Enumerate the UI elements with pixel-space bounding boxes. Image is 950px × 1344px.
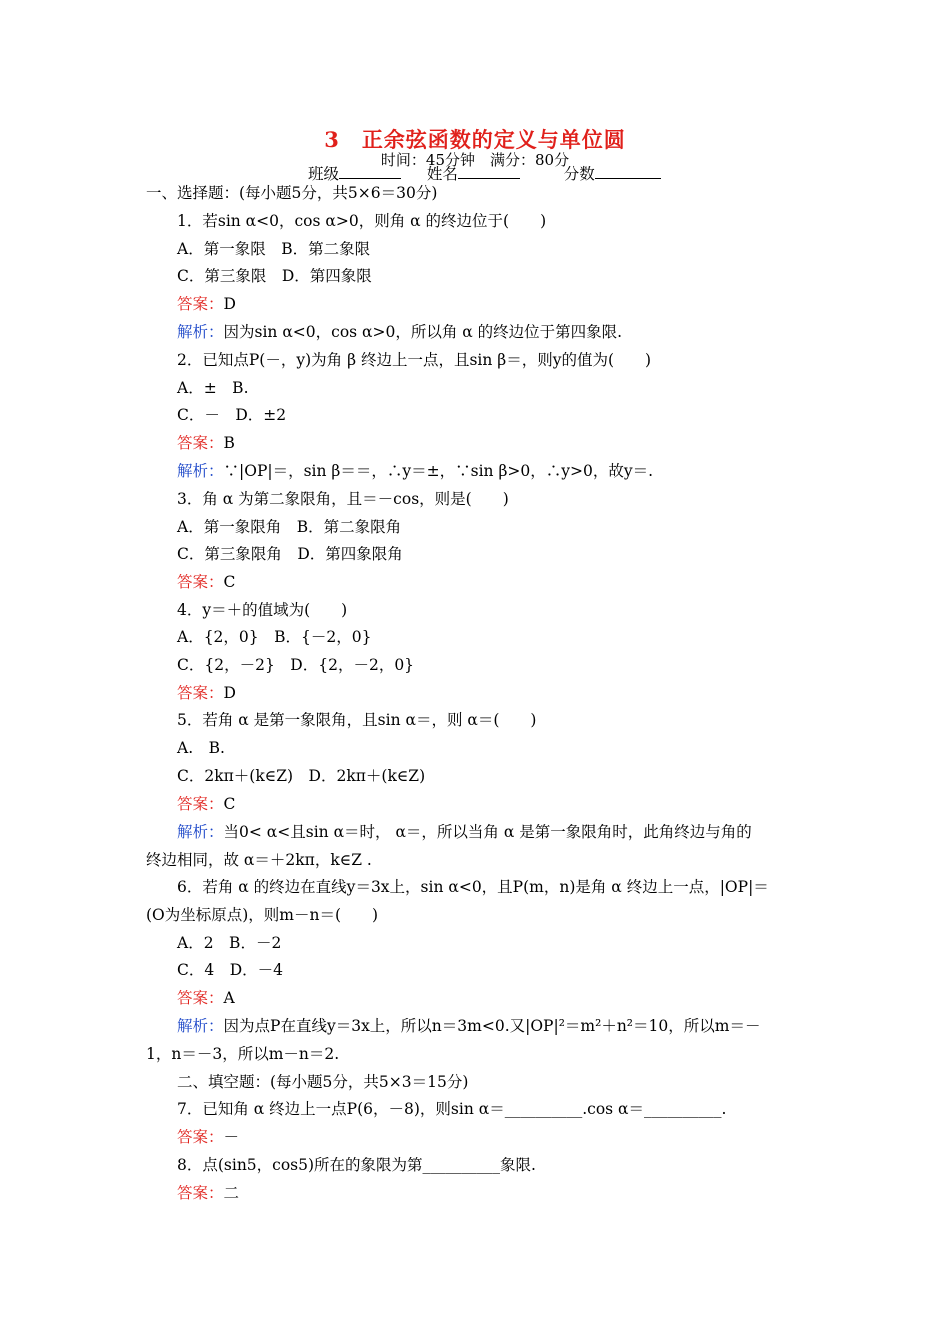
line-text: 6．若角 α 的终边在直线y＝3x上，sin α<0，且P(m，n)是角 α 终边上一点，|OP|＝ bbox=[177, 878, 769, 896]
line-text: C．{2，－2} D．{2，－2，0} bbox=[177, 656, 415, 674]
line-text: A．± B. bbox=[177, 379, 249, 397]
explanation-line bbox=[177, 322, 622, 342]
text-line bbox=[177, 1072, 468, 1092]
text-line bbox=[146, 905, 378, 925]
line-text: 3．角 α 为第二象限角，且＝－cos，则是( ) bbox=[177, 490, 509, 508]
line-text: A．2 B．－2 bbox=[177, 934, 282, 952]
text-line bbox=[177, 877, 769, 897]
answer-line bbox=[177, 433, 235, 453]
line-text: A. B. bbox=[177, 739, 225, 757]
text-line bbox=[177, 655, 414, 675]
line-text: C．第三象限角 D．第四象限角 bbox=[177, 545, 403, 563]
line-text: 5．若角 α 是第一象限角，且sin α＝，则 α＝( ) bbox=[177, 711, 537, 729]
text-line bbox=[177, 378, 249, 398]
score-blank bbox=[595, 164, 661, 179]
class-blank bbox=[339, 164, 401, 179]
line-text: C．第三象限 D．第四象限 bbox=[177, 267, 372, 285]
text-line bbox=[177, 544, 403, 564]
line-text: (O为坐标原点)，则m－n＝( ) bbox=[146, 906, 379, 924]
time-score-line: 时间：45分钟 满分：80分 bbox=[380, 151, 570, 169]
text-line bbox=[177, 933, 281, 953]
text-line bbox=[177, 1099, 726, 1119]
line-text: 1．若sin α<0，cos α>0，则角 α 的终边位于( ) bbox=[177, 212, 547, 230]
answer-line bbox=[177, 294, 236, 314]
answer-label: 答案： bbox=[177, 573, 224, 591]
text-line bbox=[177, 1155, 536, 1175]
line-text: A．{2，0} B．{－2，0} bbox=[177, 628, 372, 646]
line-text: 当0< α<且sin α＝时， α＝，所以当角 α 是第一象限角时，此角终边与角的 bbox=[223, 823, 752, 841]
text-line bbox=[177, 710, 536, 730]
line-text: A．第一象限角 B．第二象限角 bbox=[177, 518, 402, 536]
text-line bbox=[177, 600, 347, 620]
text-line bbox=[177, 738, 225, 758]
line-text: C bbox=[223, 795, 236, 813]
text-line bbox=[177, 211, 546, 231]
line-text: A bbox=[223, 989, 235, 1007]
line-text: 终边相同，故 α＝＋2kπ，k∈Z . bbox=[146, 851, 372, 869]
text-line bbox=[177, 489, 509, 509]
answer-label: 答案： bbox=[177, 795, 224, 813]
answer-line bbox=[177, 1127, 239, 1147]
explanation-label: 解析： bbox=[177, 1017, 224, 1035]
answer-line bbox=[177, 988, 235, 1008]
text-line bbox=[177, 517, 401, 537]
explanation-label: 解析： bbox=[177, 462, 224, 480]
line-text: 8．点(sin5，cos5)所在的象限为第__________象限. bbox=[177, 1156, 536, 1174]
explanation-label: 解析： bbox=[177, 323, 224, 341]
line-text: B bbox=[223, 434, 235, 452]
name-blank bbox=[458, 164, 520, 179]
name-label: 姓名 bbox=[426, 165, 458, 183]
answer-line bbox=[177, 572, 235, 592]
answer-line bbox=[177, 794, 235, 814]
answer-label: 答案： bbox=[177, 1128, 224, 1146]
line-text: 二、填空题：(每小题5分，共5×3＝15分) bbox=[177, 1073, 469, 1091]
class-label: 班级 bbox=[308, 165, 340, 183]
line-text: － bbox=[223, 1128, 240, 1146]
line-text: 4．y＝＋的值域为( ) bbox=[177, 601, 348, 619]
line-text: C．4 D．－4 bbox=[177, 961, 284, 979]
title-number: 3 bbox=[324, 127, 340, 152]
line-text: A．第一象限 B．第二象限 bbox=[177, 240, 371, 258]
text-line bbox=[177, 960, 283, 980]
text-line bbox=[177, 239, 370, 259]
explanation-line bbox=[177, 461, 653, 481]
text-line bbox=[177, 627, 371, 647]
answer-line bbox=[177, 1183, 239, 1203]
answer-label: 答案： bbox=[177, 295, 224, 313]
line-text: 因为sin α<0，cos α>0，所以角 α 的终边位于第四象限. bbox=[223, 323, 623, 341]
line-text: D bbox=[223, 295, 236, 313]
answer-label: 答案： bbox=[177, 989, 224, 1007]
line-text: C．2kπ＋(k∈Z) D．2kπ＋(k∈Z) bbox=[177, 767, 426, 785]
line-text: 一、选择题：(每小题5分，共5×6＝30分) bbox=[146, 184, 438, 202]
score-label: 分数 bbox=[563, 165, 595, 183]
line-text: ∵|OP|＝，sin β＝＝，∴y＝±，∵sin β>0，∴y>0，故y＝. bbox=[223, 462, 654, 480]
answer-label: 答案： bbox=[177, 684, 224, 702]
text-line bbox=[146, 1044, 339, 1064]
info-fields bbox=[308, 164, 661, 184]
title-text: 正余弦函数的定义与单位圆 bbox=[361, 127, 626, 152]
line-text: C．－ D．±2 bbox=[177, 406, 287, 424]
text-line bbox=[177, 266, 372, 286]
answer-label: 答案： bbox=[177, 434, 224, 452]
text-line bbox=[177, 766, 425, 786]
text-line bbox=[177, 405, 286, 425]
line-text: 1，n＝－3，所以m－n＝2. bbox=[146, 1045, 340, 1063]
line-text: 7．已知角 α 终边上一点P(6，－8)，则sin α＝__________.cos α＝__________. bbox=[177, 1100, 727, 1118]
explanation-label: 解析： bbox=[177, 823, 224, 841]
line-text: D bbox=[223, 684, 236, 702]
explanation-line bbox=[177, 1016, 760, 1036]
answer-label: 答案： bbox=[177, 1184, 224, 1202]
text-line bbox=[177, 350, 651, 370]
line-text: 因为点P在直线y＝3x上，所以n＝3m<0.又|OP|²＝m²＋n²＝10，所以m＝－ bbox=[223, 1017, 761, 1035]
text-line bbox=[146, 850, 372, 870]
line-text: C bbox=[223, 573, 236, 591]
text-line bbox=[146, 183, 437, 203]
line-text: 2．已知点P(－，y)为角 β 终边上一点，且sin β＝，则y的值为( ) bbox=[177, 351, 652, 369]
answer-line bbox=[177, 683, 236, 703]
line-text: 二 bbox=[223, 1184, 240, 1202]
explanation-line bbox=[177, 822, 752, 842]
